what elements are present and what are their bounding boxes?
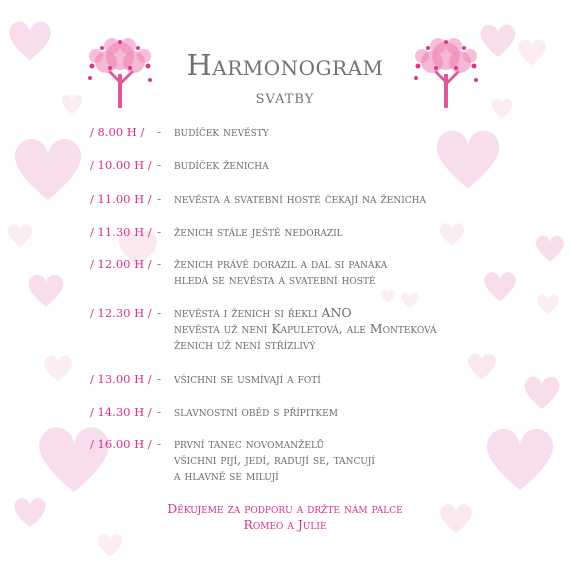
- schedule-time: / 13.00 H /: [90, 372, 152, 386]
- schedule-description: [174, 191, 514, 207]
- schedule-line: slavnostní oběd s přípitkem: [174, 404, 338, 419]
- schedule-line: první tanec novomanželů: [174, 436, 325, 451]
- page-title: Harmonogram: [186, 48, 384, 82]
- heart-icon: [29, 275, 64, 307]
- schedule-time: / 12.00 H /: [90, 257, 152, 271]
- schedule-description: [174, 157, 514, 173]
- heart-icon: [44, 356, 72, 382]
- schedule-description: [174, 224, 514, 240]
- schedule-description: [174, 436, 514, 484]
- schedule-line: budíček nevěsty: [174, 124, 269, 139]
- heart-icon: [536, 236, 564, 262]
- schedule-description: [174, 256, 514, 288]
- footer-thanks: [0, 501, 570, 533]
- schedule-line: hledá se nevěsta a svatební hosté: [174, 272, 376, 287]
- schedule-line: ženich už není střízlivý: [174, 337, 316, 352]
- schedule-description: [174, 404, 514, 420]
- schedule-time: / 16.00 H /: [90, 437, 152, 451]
- schedule-line: budíček ženicha: [174, 157, 269, 172]
- schedule-time: / 14.30 H /: [90, 405, 152, 419]
- schedule-dash: -: [157, 436, 162, 451]
- schedule-dash: -: [157, 224, 162, 239]
- schedule-time: / 12.30 H /: [90, 306, 152, 320]
- schedule-dash: -: [157, 157, 162, 172]
- thanks-message: Děkujeme za podporu a držte nám palce: [167, 501, 403, 516]
- schedule-time: / 8.00 H /: [90, 125, 145, 139]
- schedule-dash: -: [157, 305, 162, 320]
- heart-icon: [15, 139, 81, 200]
- schedule-dash: -: [157, 371, 162, 386]
- schedule-line: ženich právě dorazil a dal si panáka: [174, 256, 388, 271]
- schedule-line: ženich stále ještě nedorazil: [174, 224, 343, 239]
- schedule-dash: -: [157, 124, 162, 139]
- schedule-line: všichni se usmívají a fotí: [174, 371, 321, 386]
- schedule-dash: -: [157, 191, 162, 206]
- schedule-time: / 10.00 H /: [90, 158, 152, 172]
- schedule-description: [174, 371, 514, 387]
- schedule-line: nevěsta a svatební hosté čekají na ženicha: [174, 191, 427, 206]
- schedule-description: [174, 124, 514, 140]
- heart-icon: [8, 224, 32, 247]
- heart-icon: [538, 295, 559, 314]
- schedule-line: nevěsta i ženich si řekli ANO: [174, 305, 352, 320]
- schedule-line: nevěsta už není Kapuletová, ale Monteková: [174, 321, 437, 336]
- schedule-line: všichni pijí, jedí, radují se, tancují: [174, 452, 375, 467]
- heart-icon: [525, 377, 560, 409]
- page-subtitle: svatby: [255, 86, 315, 108]
- schedule-time: / 11.30 H /: [90, 225, 152, 239]
- heart-icon: [381, 290, 395, 303]
- couple-names: Romeo a Julie: [243, 517, 327, 532]
- schedule-time: / 11.00 H /: [90, 192, 152, 206]
- heart-icon: [98, 534, 122, 557]
- schedule-dash: -: [157, 404, 162, 419]
- schedule-description: [174, 305, 514, 353]
- schedule-dash: -: [157, 256, 162, 271]
- schedule-line: a hlavně se milují: [174, 468, 279, 483]
